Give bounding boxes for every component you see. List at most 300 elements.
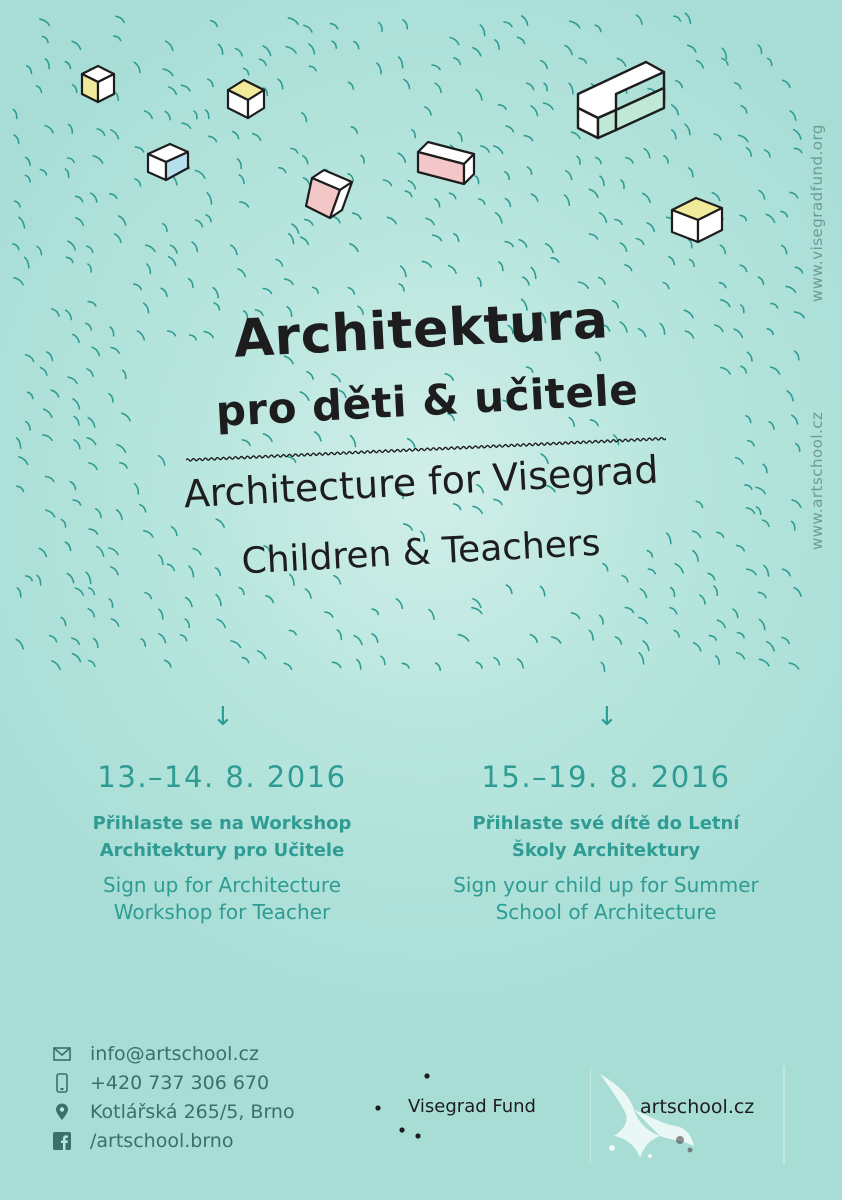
dash-mark — [381, 656, 385, 664]
dash-mark — [425, 107, 431, 115]
dash-mark — [636, 239, 644, 245]
dash-mark — [473, 599, 481, 608]
dash-mark — [119, 216, 126, 225]
dash-mark — [309, 44, 315, 54]
dash-mark — [357, 660, 361, 670]
dash-mark — [303, 156, 308, 164]
dash-mark — [242, 658, 249, 663]
dash-mark — [134, 284, 141, 289]
dash-mark — [741, 106, 747, 113]
dash-mark — [615, 220, 622, 225]
dash-mark — [589, 234, 597, 239]
dash-mark — [189, 279, 193, 288]
dash-mark — [332, 41, 336, 48]
dash-mark — [685, 124, 690, 134]
dash-mark — [647, 223, 654, 232]
dash-mark — [88, 302, 96, 306]
dash-mark — [544, 103, 553, 109]
dash-mark — [337, 630, 341, 640]
dash-mark — [240, 202, 249, 207]
contact-facebook[interactable] — [52, 1127, 233, 1155]
dash-mark — [672, 130, 676, 139]
dash-mark — [766, 214, 775, 222]
dash-mark — [73, 85, 77, 92]
dash-mark — [185, 619, 189, 627]
dash-mark — [218, 44, 222, 54]
dash-mark — [76, 218, 84, 225]
dash-mark — [171, 245, 178, 253]
dash-mark — [110, 194, 117, 199]
dash-mark — [161, 288, 167, 296]
dash-mark — [159, 634, 166, 643]
dash-mark — [676, 81, 682, 88]
dash-mark — [146, 245, 155, 251]
dash-mark — [674, 631, 679, 637]
dash-mark — [117, 445, 125, 453]
dash-mark — [67, 158, 74, 162]
dash-mark — [782, 245, 787, 253]
dash-mark — [405, 191, 412, 197]
dash-mark — [116, 16, 124, 22]
event-children — [406, 760, 806, 926]
dash-mark — [196, 171, 205, 179]
dash-mark — [759, 191, 765, 199]
dash-mark — [25, 175, 30, 182]
dash-mark — [379, 23, 382, 32]
dash-mark — [214, 303, 220, 310]
dash-mark — [25, 257, 29, 267]
dash-mark — [450, 38, 459, 45]
dash-mark — [239, 588, 244, 595]
dash-mark — [141, 639, 145, 646]
dash-mark — [307, 372, 313, 380]
dash-mark — [169, 87, 177, 94]
dash-mark — [591, 420, 599, 426]
dash-mark — [478, 278, 481, 287]
dash-mark — [572, 613, 580, 619]
dash-mark — [289, 234, 294, 244]
cube-icon — [668, 196, 726, 246]
dash-mark — [354, 42, 359, 49]
dash-mark — [305, 589, 311, 598]
dash-mark — [621, 180, 624, 188]
dash-mark — [67, 257, 73, 262]
event-cz-line: Přihlaste se na Workshop — [92, 813, 352, 834]
dash-mark — [494, 658, 499, 665]
dash-mark — [764, 566, 769, 576]
dash-mark — [76, 196, 83, 202]
event-teachers — [22, 760, 422, 926]
dash-mark — [136, 147, 144, 152]
dash-mark — [740, 265, 747, 272]
dash-mark — [714, 134, 721, 140]
dash-mark — [207, 193, 211, 204]
dash-mark — [266, 596, 273, 603]
dash-mark — [401, 266, 406, 276]
dash-mark — [89, 463, 97, 469]
dash-mark — [565, 45, 572, 54]
dash-mark — [217, 619, 225, 627]
dash-mark — [505, 242, 513, 247]
event-description-en — [22, 872, 422, 926]
dash-mark — [114, 36, 121, 41]
dash-mark — [760, 620, 765, 630]
dash-mark — [595, 25, 601, 31]
dash-mark — [476, 90, 482, 100]
dash-mark — [14, 135, 19, 144]
dash-mark — [709, 636, 716, 641]
visegradfund-url[interactable]: www.visegradfund.org — [808, 124, 826, 302]
dash-mark — [794, 588, 801, 597]
dash-mark — [309, 66, 316, 70]
dash-mark — [494, 499, 502, 504]
dash-mark — [454, 504, 461, 510]
dash-mark — [13, 109, 17, 118]
event-en-line: Workshop for Teacher — [113, 900, 331, 924]
dash-mark — [186, 598, 192, 607]
dash-mark — [120, 463, 127, 468]
event-cz-line: Architektury pro Učitele — [99, 840, 345, 861]
dash-mark — [794, 130, 801, 139]
event-en-line: Sign your child up for Summer — [453, 873, 759, 897]
dash-mark — [589, 189, 598, 197]
dash-mark — [449, 266, 457, 274]
dash-mark — [402, 663, 409, 668]
dash-mark — [351, 127, 357, 133]
dash-mark — [620, 243, 626, 251]
dash-mark — [570, 21, 580, 28]
dash-mark — [541, 61, 547, 69]
dash-mark — [206, 110, 209, 119]
dash-mark — [694, 643, 701, 651]
dash-mark — [348, 288, 354, 294]
dash-mark — [505, 172, 509, 180]
dash-mark — [213, 288, 218, 298]
dash-mark — [790, 192, 798, 197]
dash-mark — [524, 136, 532, 141]
dash-mark — [50, 636, 57, 642]
dash-mark — [720, 245, 725, 253]
dash-mark — [740, 215, 746, 220]
dash-mark — [429, 610, 434, 620]
location-pin-icon — [52, 1102, 72, 1122]
dash-mark — [600, 615, 604, 624]
dash-mark — [527, 83, 534, 90]
dash-mark — [109, 599, 112, 607]
dash-mark — [670, 608, 677, 614]
contact-phone[interactable] — [52, 1069, 269, 1097]
dash-mark — [244, 68, 249, 74]
artschool-label[interactable]: artschool.cz — [640, 1096, 755, 1118]
dash-mark — [291, 149, 298, 154]
dash-mark — [216, 595, 221, 606]
dash-mark — [26, 157, 30, 165]
event-description-cz — [22, 810, 422, 864]
dash-mark — [601, 662, 604, 671]
dash-mark — [387, 217, 396, 223]
dash-mark — [435, 199, 440, 207]
dash-mark — [476, 662, 482, 668]
dash-mark — [531, 194, 537, 201]
dash-mark — [517, 37, 524, 43]
dash-mark — [37, 246, 42, 254]
event-en-line: School of Architecture — [495, 900, 717, 924]
dash-mark — [708, 573, 715, 580]
dash-mark — [40, 170, 46, 175]
dash-mark — [479, 199, 485, 204]
facebook-icon — [52, 1131, 72, 1151]
dash-mark — [159, 609, 163, 619]
dash-mark — [569, 418, 574, 427]
dash-mark — [330, 24, 337, 29]
dash-mark — [383, 180, 391, 186]
dash-mark — [522, 16, 528, 25]
dash-mark — [396, 599, 402, 609]
dash-mark — [700, 595, 705, 604]
dash-mark — [504, 22, 512, 27]
dash-mark — [182, 85, 190, 91]
dash-mark — [767, 642, 774, 651]
dash-mark — [738, 633, 745, 638]
dash-mark — [209, 136, 217, 141]
dash-mark — [404, 524, 412, 530]
dash-mark — [450, 193, 456, 199]
dash-mark — [165, 660, 171, 667]
dash-mark — [722, 59, 728, 66]
dash-mark — [89, 529, 97, 534]
phone-icon — [52, 1073, 72, 1093]
dash-mark — [625, 265, 632, 271]
cube-icon — [304, 168, 356, 222]
dash-mark — [789, 663, 799, 669]
dash-mark — [737, 653, 745, 659]
dash-mark — [546, 244, 554, 253]
dash-mark — [426, 218, 434, 224]
dash-mark — [648, 569, 655, 574]
dash-mark — [13, 244, 19, 250]
dash-mark — [518, 659, 524, 668]
dash-mark — [540, 586, 544, 595]
dash-mark — [781, 211, 787, 216]
dash-mark — [348, 82, 353, 89]
dash-mark — [111, 619, 118, 626]
dash-mark — [111, 130, 119, 139]
visegrad-fund-label[interactable]: Visegrad Fund — [408, 1096, 536, 1117]
dash-mark — [717, 620, 725, 628]
dash-mark — [685, 13, 690, 23]
dash-mark — [566, 171, 572, 180]
title-cz-line2: pro děti & učitele — [214, 364, 640, 437]
dash-mark — [313, 287, 318, 293]
dash-mark — [194, 111, 197, 119]
dash-mark — [636, 15, 642, 24]
dash-mark — [795, 267, 802, 273]
dash-mark — [72, 41, 81, 49]
dash-mark — [531, 268, 536, 279]
dash-mark — [432, 65, 440, 70]
dash-mark — [377, 63, 381, 74]
dash-mark — [144, 303, 149, 313]
dash-mark — [163, 69, 173, 75]
dash-mark — [399, 57, 403, 68]
dash-mark — [231, 641, 240, 648]
contact-email[interactable] — [52, 1040, 259, 1068]
dash-mark — [600, 176, 604, 185]
dash-mark — [433, 235, 442, 240]
contact-address[interactable] — [52, 1098, 295, 1126]
cube-icon — [144, 142, 190, 184]
dash-mark — [552, 637, 561, 643]
dash-mark — [643, 193, 650, 202]
dash-mark — [216, 519, 224, 527]
dash-mark — [507, 585, 512, 593]
dash-mark — [72, 654, 80, 662]
dash-mark — [93, 156, 102, 163]
dash-mark — [494, 146, 503, 154]
dash-mark — [531, 106, 537, 116]
dash-mark — [206, 215, 211, 222]
dash-mark — [52, 309, 59, 316]
dash-mark — [639, 653, 643, 664]
title-cz-line1: Architektura — [232, 290, 610, 370]
dash-mark — [258, 651, 266, 659]
dash-mark — [88, 609, 94, 617]
dash-mark — [747, 148, 752, 156]
dash-mark — [579, 282, 589, 288]
dash-mark — [768, 58, 772, 65]
dash-mark — [65, 542, 70, 550]
dash-mark — [747, 508, 755, 514]
dash-mark — [259, 59, 266, 65]
dash-mark — [480, 25, 484, 36]
dash-mark — [115, 234, 121, 242]
dash-mark — [350, 244, 358, 252]
dash-mark — [622, 576, 628, 582]
dash-mark — [794, 148, 802, 152]
dash-mark — [372, 634, 378, 642]
dash-mark — [454, 234, 459, 242]
dash-mark — [147, 264, 151, 273]
dash-mark — [735, 83, 741, 89]
dash-mark — [87, 246, 93, 252]
dash-mark — [88, 661, 95, 667]
dash-mark — [398, 153, 405, 162]
dash-mark — [603, 564, 608, 571]
dash-mark — [192, 242, 197, 252]
dash-mark — [599, 278, 605, 285]
dash-mark — [285, 279, 293, 284]
dash-mark — [600, 213, 607, 223]
dash-mark — [165, 112, 170, 120]
dash-mark — [454, 58, 461, 65]
dash-mark — [304, 25, 312, 32]
dash-mark — [253, 134, 261, 141]
dash-mark — [530, 635, 537, 643]
dash-mark — [435, 83, 441, 92]
event-en-line: Sign up for Architecture — [102, 873, 341, 897]
dash-mark — [436, 663, 441, 670]
dash-mark — [697, 61, 704, 68]
dash-mark — [473, 506, 482, 513]
dash-mark — [238, 159, 242, 169]
dash-mark — [301, 237, 309, 244]
dash-mark — [625, 608, 633, 613]
dash-mark — [640, 589, 646, 598]
dash-mark — [211, 21, 218, 27]
dash-mark — [302, 113, 307, 122]
dash-mark — [756, 487, 765, 493]
dash-mark — [134, 62, 140, 72]
dash-mark — [45, 126, 53, 133]
dash-mark — [40, 19, 50, 25]
dash-mark — [596, 352, 601, 360]
dash-mark — [473, 48, 481, 56]
artschool-url[interactable]: www.artschool.cz — [808, 411, 826, 550]
event-cz-line: Přihlaste své dítě do Letní — [472, 813, 740, 834]
dash-mark — [145, 593, 151, 599]
dash-mark — [669, 257, 675, 265]
dash-mark — [783, 80, 790, 87]
dash-mark — [403, 20, 407, 29]
dash-mark — [589, 630, 593, 640]
dash-mark — [238, 269, 245, 277]
dash-mark — [565, 195, 570, 205]
dash-mark — [278, 79, 283, 89]
dash-mark — [181, 635, 187, 641]
dash-mark — [166, 41, 173, 50]
dash-mark — [472, 608, 482, 614]
dash-mark — [792, 415, 798, 424]
dash-mark — [263, 289, 271, 294]
dash-mark — [14, 278, 23, 285]
dash-mark — [88, 264, 91, 272]
event-cz-line: Školy Architektury — [511, 840, 701, 861]
event-date: 13.–14. 8. 2016 — [97, 760, 347, 794]
dash-mark — [596, 158, 601, 164]
dash-mark — [97, 129, 104, 135]
dash-mark — [674, 16, 681, 21]
dash-mark — [733, 609, 738, 618]
dash-mark — [196, 220, 203, 227]
dash-mark — [404, 79, 410, 88]
title-en-line1: Architecture for Visegrad — [182, 447, 660, 517]
dash-mark — [325, 612, 333, 617]
dash-mark — [639, 618, 647, 624]
dash-mark — [616, 637, 622, 644]
dash-mark — [739, 135, 748, 141]
contact-text: info@artschool.cz — [90, 1043, 259, 1065]
event-date: 15.–19. 8. 2016 — [481, 760, 731, 794]
title-en-line2: Children & Teachers — [240, 522, 602, 583]
dash-mark — [27, 66, 32, 74]
dash-mark — [159, 456, 165, 465]
dash-mark — [790, 111, 795, 120]
dash-mark — [544, 83, 547, 90]
dash-mark — [94, 639, 98, 648]
dash-mark — [231, 245, 237, 254]
cube-icon — [80, 64, 116, 104]
dash-mark — [19, 217, 25, 228]
dash-mark — [69, 124, 73, 133]
dash-mark — [626, 158, 633, 163]
cube-icon — [414, 140, 478, 190]
dash-mark — [519, 240, 527, 247]
dash-mark — [747, 569, 756, 574]
dash-mark — [696, 501, 702, 507]
dash-mark — [523, 277, 529, 285]
event-description-cz — [406, 810, 806, 864]
dash-mark — [506, 126, 513, 132]
